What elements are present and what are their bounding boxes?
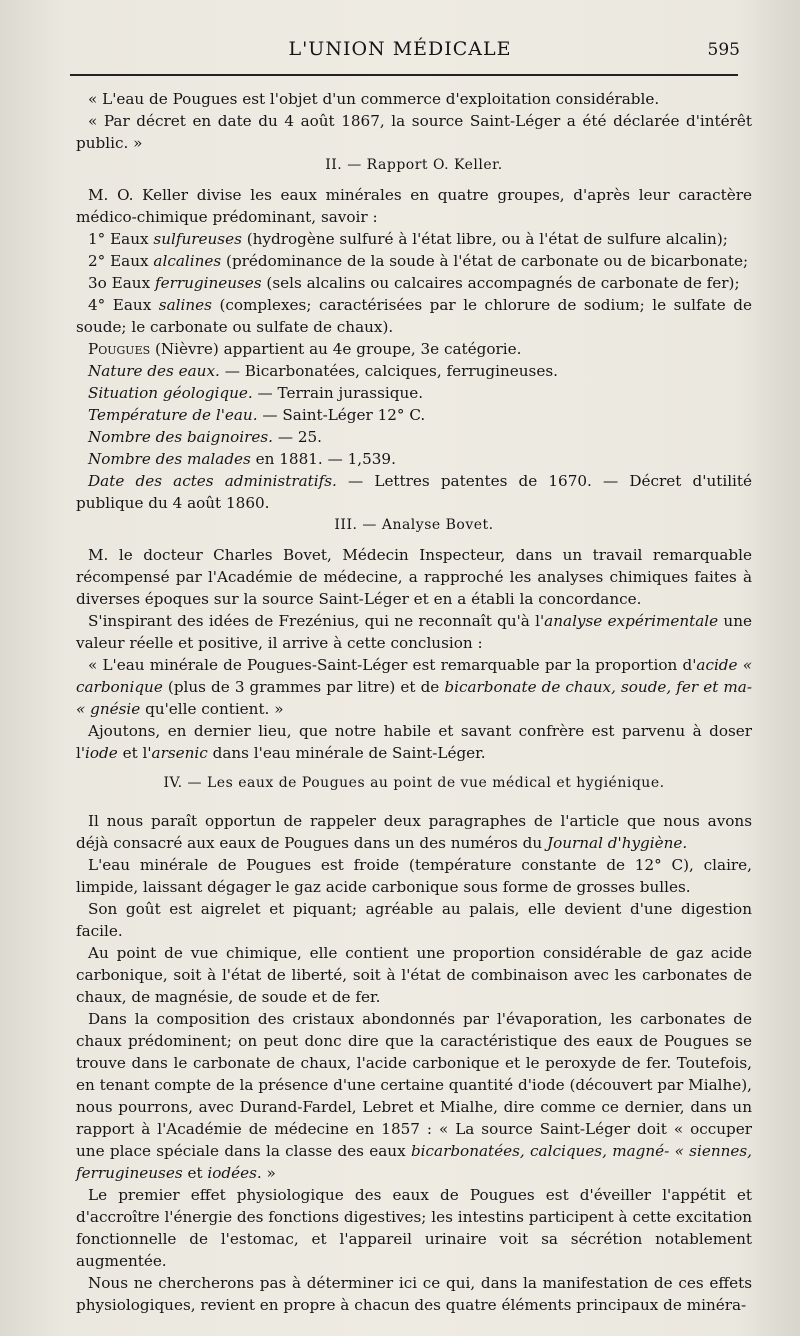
section-heading-2: II. — Rapport O. Keller. [325, 157, 503, 173]
nature-line: Nature des eaux. — Bicarbonatées, calciques, ferrugineuses. [88, 362, 558, 380]
paragraph: Il nous paraît opportun de rappeler deux paragraphes de l'article que nous avons déjà consacré aux eaux de Pougues dans un des numéros du Journal d'hygiène. [76, 812, 752, 852]
paragraph: Son goût est aigrelet et piquant; agréable au palais, elle devient d'une digestion facile. [76, 900, 752, 940]
page-number: 595 [707, 40, 740, 60]
section-heading-3: III. — Analyse Bovet. [334, 517, 494, 533]
group-item-3: 3o Eaux ferrugineuses (sels alcalins ou calcaires accompagnés de carbonate de fer); [88, 274, 740, 292]
paragraph: Ajoutons, en dernier lieu, que notre habile et savant confrère est parvenu à doser l'iode et l'arsenic dans l'eau minérale de Saint-Léger. [76, 722, 752, 762]
paragraph: M. O. Keller divise les eaux minérales en quatre groupes, d'après leur caractère médico-chimique prédominant, savoir : [76, 186, 752, 226]
running-head [0, 38, 800, 68]
section-heading-4: IV. — Les eaux de Pougues au point de vue médical et hygiénique. [163, 775, 665, 791]
group-item-4: 4° Eaux salines (complexes; caractérisées par le chlorure de sodium; le sulfate de soude; le carbonate ou sulfate de chaux). [76, 296, 752, 336]
group-item-2: 2° Eaux alcalines (prédominance de la soude à l'état de carbonate ou de bicarbonate; [88, 252, 749, 270]
paragraph: L'eau minérale de Pougues est froide (température constante de 12° C), claire, limpide, laissant dégager le gaz acide carbonique sous forme de grosses bulles. [76, 856, 752, 896]
paragraph: Au point de vue chimique, elle contient une proportion considérable de gaz acide carbonique, soit à l'état de liberté, soit à l'état de combinaison avec les carbonates de chaux, de magnésie, de soude et de fer. [76, 944, 752, 1006]
journal-title: L'UNION MÉDICALE [288, 38, 512, 60]
paragraph: « L'eau de Pougues est l'objet d'un commerce d'exploitation considérable. [88, 90, 660, 108]
paragraph: Dans la composition des cristaux abondonnés par l'évaporation, les carbonates de chaux prédominent; on peut donc dire que la caractéristique des eaux de Pougues se trouve dans le carbonate de chaux, l'acide carbonique et le peroxyde de fer. Toutefois, en tenant compte de la présence d'une certaine quantité d'iode (découvert par Mialhe), nous pourrons, avec Durand-Fardel, Lebret et Mialhe, dire comme ce dernier, dans un rapport à l'Académie de médecine en 1857 : « La source Saint-Léger doit « occuper une place spéciale dans la classe des eaux bicarbonatées, calciques, magné- « siennes, ferrugineuses et iodées. » [76, 1010, 752, 1182]
situation-line: Situation géologique. — Terrain jurassique. [88, 384, 424, 402]
paragraph: « Par décret en date du 4 août 1867, la source Saint-Léger a été déclarée d'intérêt public. » [76, 112, 752, 152]
baignoires-line: Nombre des baignoires. — 25. [88, 428, 322, 446]
quotation: « L'eau minérale de Pougues-Saint-Léger est remarquable par la proportion d'acide « carbonique (plus de 3 grammes par litre) et de bicarbonate de chaux, soude, fer et ma- « gnésie qu'elle contient. » [76, 656, 752, 718]
paragraph: Le premier effet physiologique des eaux de Pougues est d'éveiller l'appétit et d'accroître l'énergie des fonctions digestives; les intestins participent à cette excitation fonctionnelle de l'estomac, et l'appareil urinaire voit sa sécrétion notablement augmentée. [76, 1186, 752, 1270]
actes-line: Date des actes administratifs. — Lettres patentes de 1670. — Décret d'utilité publique du 4 août 1860. [76, 472, 753, 512]
pougues-classification: Pougues (Nièvre) appartient au 4e groupe, 3e catégorie. [88, 340, 522, 358]
header-rule [70, 74, 738, 76]
malades-line: Nombre des malades en 1881. — 1,539. [88, 450, 396, 468]
article-body [76, 88, 752, 1316]
paragraph: M. le docteur Charles Bovet, Médecin Inspecteur, dans un travail remarquable récompensé par l'Académie de médecine, a rapproché les analyses chimiques faites à diverses époques sur la source Saint-Léger et en a établi la concordance. [76, 546, 752, 608]
paragraph: Nous ne chercherons pas à déterminer ici ce qui, dans la manifestation de ces effets physiologiques, revient en propre à chacun des quatre éléments principaux de minéra- [76, 1274, 752, 1314]
group-item-1: 1° Eaux sulfureuses (hydrogène sulfuré à l'état libre, ou à l'état de sulfure alcalin); [88, 230, 728, 248]
paragraph: S'inspirant des idées de Frezénius, qui ne reconnaît qu'à l'analyse expérimentale une valeur réelle et positive, il arrive à cette conclusion : [76, 612, 752, 652]
temperature-line: Température de l'eau. — Saint-Léger 12° C. [88, 406, 426, 424]
